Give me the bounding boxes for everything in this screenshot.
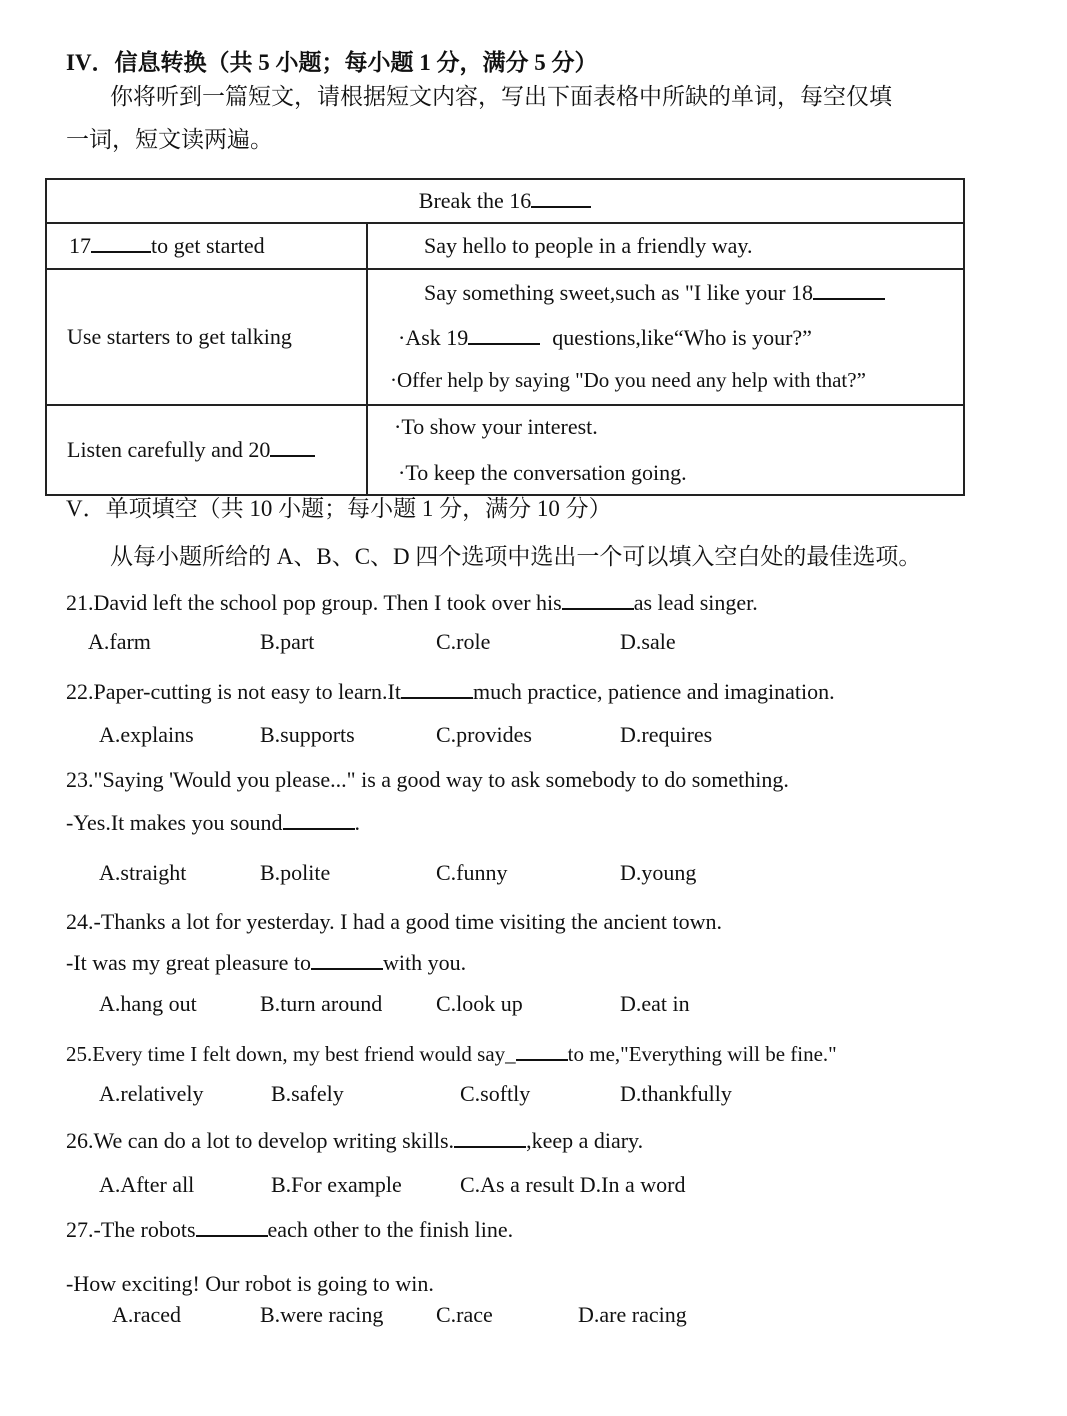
q26-option-c-d[interactable]: C.As a result D.In a word: [460, 1172, 686, 1197]
row2-line2: ·Ask 19 questions,like“Who is your?”: [398, 325, 812, 350]
row3-left-cell: [46, 405, 367, 495]
q22-option-a[interactable]: A.explains: [99, 722, 194, 747]
question-24: 24.-Thanks a lot for yesterday. I had a good time visiting the ancient town.: [66, 909, 722, 934]
question-23-reply: -Yes.It makes you sound .: [66, 810, 361, 835]
question-23: 23."Saying 'Would you please..." is a good way to ask somebody to do something.: [66, 767, 789, 792]
q22-option-c[interactable]: C.provides: [436, 722, 532, 747]
q26-option-a[interactable]: A.After all: [99, 1172, 195, 1197]
blank-18[interactable]: [813, 280, 885, 300]
q22-option-d[interactable]: D.requires: [620, 722, 713, 747]
question-24-reply: -It was my great pleasure to with you.: [66, 950, 467, 975]
q27-option-d[interactable]: D.are racing: [578, 1302, 687, 1327]
question-27: 27.-The robots each other to the finish line.: [66, 1217, 514, 1242]
q21-option-d[interactable]: D.sale: [620, 629, 676, 654]
q23-option-b[interactable]: B.polite: [260, 860, 331, 885]
q24-option-b[interactable]: B.turn around: [260, 991, 383, 1016]
q24-option-d[interactable]: D.eat in: [620, 991, 690, 1016]
q27-option-a[interactable]: A.raced: [112, 1302, 182, 1327]
question-22: 22.Paper-cutting is not easy to learn.It much practice, patience and imagination.: [66, 679, 835, 704]
row3-left-text: Listen carefully and 20: [67, 437, 271, 462]
blank-16[interactable]: [531, 188, 591, 208]
q25-option-c[interactable]: C.softly: [460, 1081, 531, 1106]
row2-line1: Say something sweet,such as "I like your 18: [424, 280, 885, 306]
section-4-instruction-line2: 一词，短文读两遍。: [66, 127, 273, 152]
q23-option-d[interactable]: D.young: [620, 860, 697, 885]
row2-left-text: Use starters to get talking: [67, 324, 292, 349]
info-table: [45, 178, 965, 496]
row1-right-cell: [367, 223, 964, 269]
q21-option-b[interactable]: B.part: [260, 629, 315, 654]
question-25: 25.Every time I felt down, my best friend would say_ to me,"Everything will be fine.": [66, 1042, 837, 1066]
blank-25[interactable]: [516, 1041, 568, 1061]
q21-option-a[interactable]: A.farm: [88, 629, 151, 654]
row1-number: 17: [69, 233, 91, 258]
row2-line3: ·Offer help by saying "Do you need any help with that?”: [390, 368, 866, 392]
blank-23[interactable]: [283, 810, 355, 830]
table-header: Break the 16: [418, 188, 532, 213]
blank-20[interactable]: [270, 437, 315, 457]
question-26: 26.We can do a lot to develop writing skills. ,keep a diary.: [66, 1128, 644, 1153]
q26-option-b[interactable]: B.For example: [271, 1172, 402, 1197]
row1-suffix: to get started: [151, 233, 265, 258]
q21-option-c[interactable]: C.role: [436, 629, 491, 654]
row3-right-cell: [367, 405, 964, 495]
section-5-title: V．单项填空（共 10 小题；每小题 1 分，满分 10 分）: [66, 496, 612, 521]
blank-27[interactable]: [196, 1217, 268, 1237]
q23-option-c[interactable]: C.funny: [436, 860, 508, 885]
blank-22[interactable]: [401, 679, 473, 699]
q23-option-a[interactable]: A.straight: [99, 860, 187, 885]
q25-option-a[interactable]: A.relatively: [99, 1081, 204, 1106]
q25-option-d[interactable]: D.thankfully: [620, 1081, 732, 1106]
question-21: 21.David left the school pop group. Then I took over his as lead singer.: [66, 590, 758, 615]
section-4-instruction-line1: 你将听到一篇短文，请根据短文内容，写出下面表格中所缺的单词，每空仅填: [110, 84, 892, 109]
q24-option-c[interactable]: C.look up: [436, 991, 523, 1016]
table-header-cell: [46, 179, 964, 223]
q22-option-b[interactable]: B.supports: [260, 722, 355, 747]
row1-left-cell: [46, 223, 367, 269]
blank-26[interactable]: [454, 1128, 526, 1148]
blank-21[interactable]: [562, 590, 634, 610]
q27-option-c[interactable]: C.race: [436, 1302, 493, 1327]
row2-right-cell: [367, 269, 964, 405]
section-5-instruction: 从每小题所给的 A、B、C、D 四个选项中选出一个可以填入空白处的最佳选项。: [110, 544, 922, 569]
question-27-reply: -How exciting! Our robot is going to win.: [66, 1271, 434, 1296]
q25-option-b[interactable]: B.safely: [271, 1081, 344, 1106]
row2-left-cell: [46, 269, 367, 405]
row3-line1: ·To show your interest.: [394, 414, 598, 439]
row3-line2: ·To keep the conversation going.: [398, 460, 687, 485]
row1-right-text: Say hello to people in a friendly way.: [424, 233, 753, 258]
blank-17[interactable]: [91, 233, 151, 253]
q27-option-b[interactable]: B.were racing: [260, 1302, 384, 1327]
section-4-title: IV．信息转换（共 5 小题；每小题 1 分，满分 5 分）: [66, 50, 598, 75]
q24-option-a[interactable]: A.hang out: [99, 991, 197, 1016]
blank-19[interactable]: [468, 325, 540, 345]
blank-24[interactable]: [311, 950, 383, 970]
